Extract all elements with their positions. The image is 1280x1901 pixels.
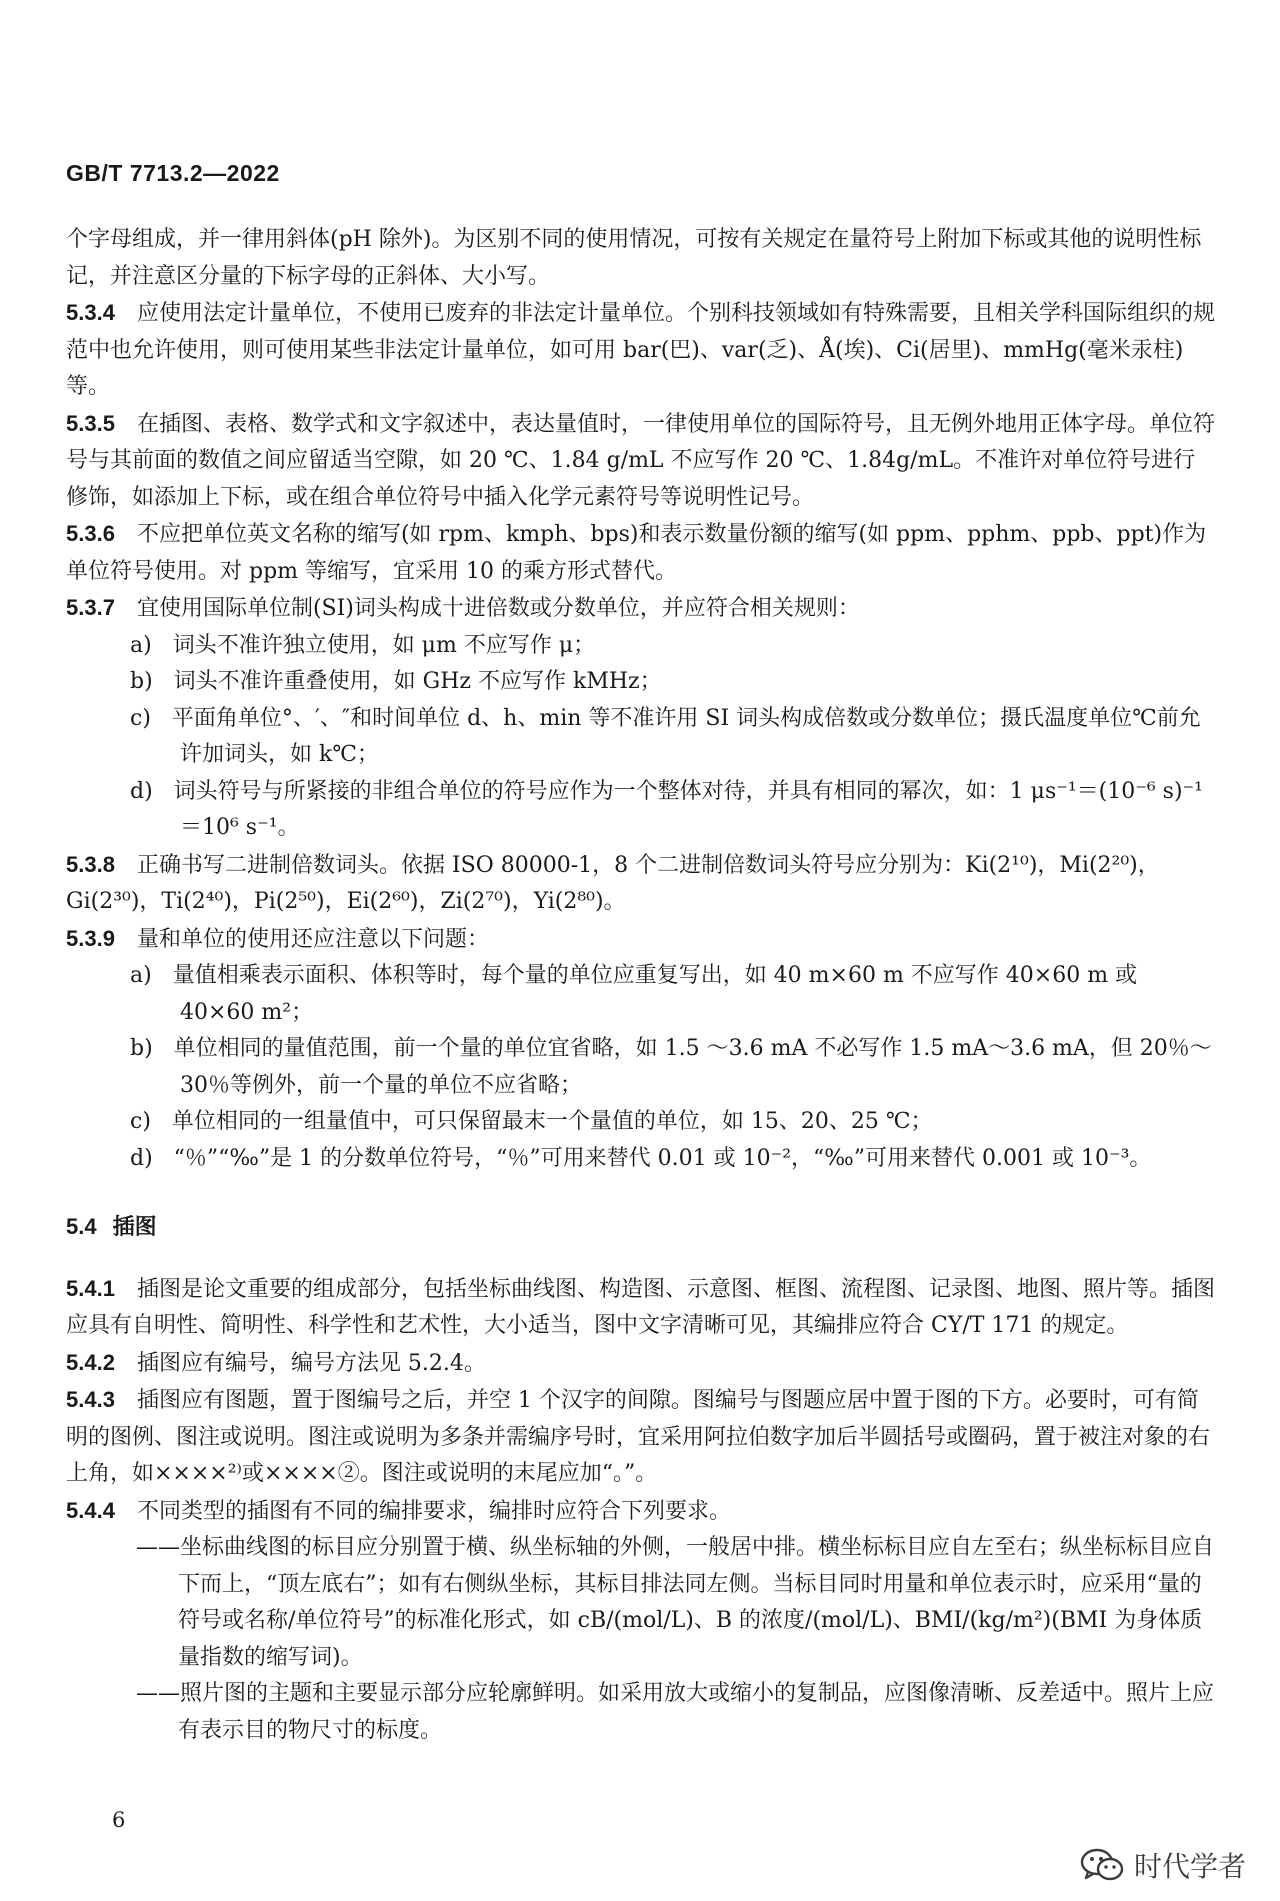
clause-number: 5.3.7 bbox=[66, 595, 115, 620]
clause-text: 宜使用国际单位制(SI)词头构成十进倍数或分数单位，并应符合相关规则： bbox=[136, 596, 860, 621]
clause-number: 5.3.5 bbox=[66, 410, 115, 436]
section-number: 5.4 bbox=[66, 1214, 97, 1239]
list-label: b) bbox=[130, 1036, 153, 1061]
list-item bbox=[116, 1141, 1216, 1178]
list-text: 单位相同的量值范围，前一个量的单位宜省略，如 1.5 ～3.6 mA 不必写作 1.5 mA～3.6 mA，但 20％～30％等例外，前一个量的单位不应省略； bbox=[173, 1036, 1212, 1098]
clause-5-3-4 bbox=[66, 295, 1216, 406]
clause-number: 5.4.2 bbox=[66, 1349, 115, 1375]
list-label: c) bbox=[130, 705, 151, 731]
clause-text: 插图是论文重要的组成部分，包括坐标曲线图、构造图、示意图、框图、流程图、记录图、地图、照片等。插图应具有自明性、简明性、科学性和艺术性，大小适当，图中文字清晰可见，其编排应符合 CY/T 171 的规定。 bbox=[66, 1276, 1215, 1338]
list-text: 词头符号与所紧接的非组合单位的符号应作为一个整体对待，并具有相同的幂次，如：1 μs⁻¹＝(10⁻⁶ s)⁻¹＝10⁶ s⁻¹。 bbox=[173, 778, 1203, 840]
list-text: 量值相乘表示面积、体积等时，每个量的单位应重复写出，如 40 m×60 m 不应写作 40×60 m 或 40×60 m²； bbox=[172, 963, 1138, 1025]
clause-number: 5.3.8 bbox=[66, 851, 115, 877]
clause-number: 5.3.6 bbox=[66, 521, 115, 546]
list-text: 坐标曲线图的标目应分别置于横、纵坐标轴的外侧，一般居中排。横坐标标目应自左至右；纵坐标标目应自下而上，“顶左底右”；如有右侧纵坐标，其标目排法同左侧。当标目同时用量和单位表示时，应采用“量的符号或名称/单位符号”的标准化形式，如 cB/(mol/L)、B 的浓度/(mol/L)、BMI/(kg/m²)(BMI 为身体质量指数的缩写词)。 bbox=[178, 1535, 1215, 1670]
clause-text: 量和单位的使用还应注意以下问题： bbox=[136, 926, 489, 952]
list-text: 词头不准许重叠使用，如 GHz 不应写作 kMHz； bbox=[173, 669, 662, 694]
list-text: 词头不准许独立使用，如 μm 不应写作 μ； bbox=[172, 632, 596, 658]
list-label: b) bbox=[130, 669, 153, 694]
list-label: c) bbox=[130, 1109, 151, 1134]
watermark bbox=[1080, 1845, 1246, 1885]
standard-code: GB/T 7713.2—2022 bbox=[66, 160, 280, 186]
dash-label: —— bbox=[136, 1681, 180, 1706]
clause-5-3-8 bbox=[66, 847, 1216, 921]
paragraph-continuation bbox=[66, 222, 1216, 295]
clause-number: 5.3.4 bbox=[66, 300, 115, 325]
list-label: a) bbox=[130, 963, 152, 988]
list-label: d) bbox=[130, 778, 153, 804]
list-item bbox=[116, 774, 1216, 847]
clause-text: 正确书写二进制倍数词头。依据 ISO 80000-1，8 个二进制倍数词头符号应分别为：Ki(2¹⁰)，Mi(2²⁰)，Gi(2³⁰)，Ti(2⁴⁰)，Pi(2⁵⁰)，Ei(2⁶⁰)，Zi(2⁷⁰)，Yi(2⁸⁰)。 bbox=[66, 852, 1160, 914]
list-item bbox=[116, 958, 1216, 1031]
clause-5-3-5 bbox=[66, 406, 1216, 517]
clause-text: 不应把单位英文名称的缩写(如 rpm、kmph、bps)和表示数量份额的缩写(如 ppm、pphm、ppb、ppt)作为单位符号使用。对 ppm 等缩写，宜采用 10 的乘方形式替代。 bbox=[66, 522, 1207, 584]
page-number: 6 bbox=[112, 1808, 126, 1832]
list-text: 平面角单位°、′、″和时间单位 d、h、min 等不准许用 SI 词头构成倍数或分数单位；摄氏温度单位℃前允许加词头，如 k℃； bbox=[171, 705, 1201, 767]
clause-5-3-6 bbox=[66, 516, 1216, 590]
clause-5-3-9 bbox=[66, 921, 1216, 959]
clause-5-4-2 bbox=[66, 1345, 1216, 1383]
clause-text: 应使用法定计量单位，不使用已废弃的非法定计量单位。个别科技领域如有特殊需要，且相关学科国际组织的规范中也允许使用，则可使用某些非法定计量单位，如可用 bar(巴)、var(乏)、Å(埃)、Ci(居里)、mmHg(毫米汞柱)等。 bbox=[66, 301, 1215, 399]
clause-number: 5.4.1 bbox=[66, 1275, 115, 1301]
list-label: a) bbox=[130, 632, 152, 658]
document-body bbox=[66, 222, 1216, 1749]
clause-text: 插图应有编号，编号方法见 5.2.4。 bbox=[136, 1350, 486, 1376]
watermark-text: 时代学者 bbox=[1133, 1850, 1246, 1883]
clause-number: 5.4.3 bbox=[66, 1387, 115, 1412]
clause-text: 在插图、表格、数学式和文字叙述中，表达量值时，一律使用单位的国际符号，且无例外地用正体字母。单位符号与其前面的数值之间应留适当空隙，如 20 ℃、1.84 g/mL 不应写作 20 ℃、1.84g/mL。不准许对单位符号进行修饰，如添加上下标，或在组合单位符号中插入化学元素符号等说明性记号。 bbox=[66, 411, 1215, 510]
list-text: 单位相同的一组量值中，可只保留最末一个量值的单位，如 15、20、25 ℃； bbox=[171, 1109, 933, 1134]
list-text: 照片图的主题和主要显示部分应轮廓鲜明。如采用放大或缩小的复制品，应图像清晰、反差适中。照片上应有表示目的物尺寸的标度。 bbox=[178, 1681, 1215, 1743]
clause-5-4-4 bbox=[66, 1493, 1216, 1531]
clause-5-4-3 bbox=[66, 1382, 1216, 1493]
list-text: “％”“‰”是 1 的分数单位符号，“％”可用来替代 0.01 或 10⁻²，“‰”可用来替代 0.001 或 10⁻³。 bbox=[173, 1145, 1152, 1171]
clause-number: 5.3.9 bbox=[66, 925, 115, 951]
wechat-icon bbox=[1080, 1848, 1124, 1882]
clause-text: 不同类型的插图有不同的编排要求，编排时应符合下列要求。 bbox=[136, 1498, 731, 1524]
clause-5-3-7 bbox=[66, 590, 1216, 628]
dash-list-item bbox=[108, 1676, 1216, 1749]
list-item bbox=[116, 1104, 1216, 1141]
clause-text: 插图应有图题，置于图编号之后，并空 1 个汉字的间隙。图编号与图题应居中置于图的下方。必要时，可有简明的图例、图注或说明。图注或说明为多条并需编序号时，宜采用阿拉伯数字加后半圆括号或圈码，置于被注对象的右上角，如××××²⁾或××××②。图注或说明的末尾应加“。”。 bbox=[66, 1388, 1211, 1486]
list-item bbox=[116, 664, 1216, 701]
list-item bbox=[116, 701, 1216, 774]
list-item bbox=[116, 1031, 1216, 1104]
section-title: 插图 bbox=[112, 1214, 157, 1239]
dash-label: —— bbox=[136, 1535, 180, 1560]
clause-5-4-1 bbox=[66, 1271, 1216, 1345]
dash-list-item bbox=[108, 1530, 1216, 1676]
paragraph-text: 个字母组成，并一律用斜体(pH 除外)。为区别不同的使用情况，可按有关规定在量符号上附加下标或其他的说明性标记，并注意区分量的下标字母的正斜体、大小写。 bbox=[66, 227, 1202, 289]
list-label: d) bbox=[130, 1145, 153, 1171]
clause-number: 5.4.4 bbox=[66, 1497, 115, 1523]
list-item bbox=[116, 628, 1216, 665]
section-heading bbox=[66, 1209, 1216, 1247]
